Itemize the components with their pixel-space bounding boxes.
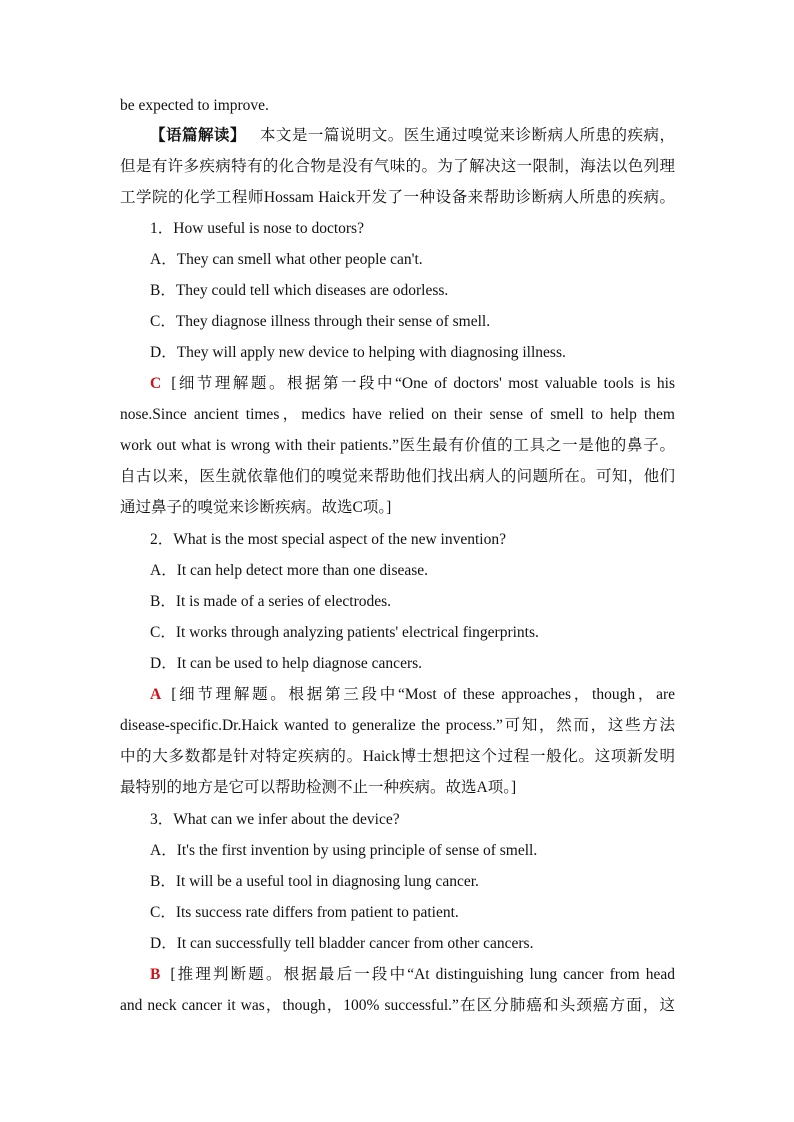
question-3-explanation-line-2: and neck cancer it was，though，100% successful.”在区分肺癌和头颈癌方面，这 [120,997,675,1014]
analysis-line-1: 【语篇解读】 本文是一篇说明文。医生通过嗅觉来诊断病人所患的疾病， [150,127,675,144]
question-3-option-a: A．It's the first invention by using principle of sense of smell. [150,842,538,859]
question-1-explanation-line-5: 通过鼻子的嗅觉来诊断疾病。故选C项。] [120,499,392,516]
question-2-explanation-line-2: disease-specific.Dr.Haick wanted to generalize the process.”可知，然而，这些方法 [120,717,675,734]
question-3-explanation-line-1: B [推理判断题。根据最后一段中“At distinguishing lung cancer from head [150,966,675,983]
question-1-answer: C [150,375,162,392]
intro-tail-text: be expected to improve. [120,97,269,114]
question-2-option-a: A．It can help detect more than one disease. [150,562,429,579]
question-2-stem: 2．What is the most special aspect of the new invention? [150,531,506,548]
question-1-explanation-line-1: C [细节理解题。根据第一段中“One of doctors' most valuable tools is his [150,375,675,392]
analysis-line-2: 但是有许多疾病特有的化合物是没有气味的。为了解决这一限制，海法以色列理 [120,158,675,175]
question-1-option-d: D．They will apply new device to helping with diagnosing illness. [150,344,566,361]
question-1-option-c: C．They diagnose illness through their sense of smell. [150,313,491,330]
question-1-stem: 1．How useful is nose to doctors? [150,220,364,237]
question-3-stem: 3．What can we infer about the device? [150,811,400,828]
question-2-option-c: C．It works through analyzing patients' electrical fingerprints. [150,624,539,641]
analysis-line-3: 工学院的化学工程师Hossam Haick开发了一种设备来帮助诊断病人所患的疾病。 [120,189,675,206]
question-3-option-d: D．It can successfully tell bladder cancer from other cancers. [150,935,534,952]
question-2-explanation-line-4: 最特别的地方是它可以帮助检测不止一种疾病。故选A项。] [120,779,517,796]
question-1-option-b: B．They could tell which diseases are odorless. [150,282,449,299]
question-2-explanation-line-3: 中的大多数都是针对特定疾病的。Haick博士想把这个过程一般化。这项新发明 [120,748,675,765]
question-1-option-a: A．They can smell what other people can't. [150,251,423,268]
question-1-explanation-line-3: work out what is wrong with their patients.”医生最有价值的工具之一是他的鼻子。 [120,437,675,454]
question-2-option-b: B．It is made of a series of electrodes. [150,593,392,610]
question-3-option-c: C．Its success rate differs from patient to patient. [150,904,459,921]
question-2-answer: A [150,686,162,703]
question-2-option-d: D．It can be used to help diagnose cancers. [150,655,423,672]
question-1-explanation-line-4: 自古以来，医生就依靠他们的嗅觉来帮助他们找出病人的问题所在。可知，他们 [120,468,675,485]
question-3-answer: B [150,966,161,983]
analysis-label: 【语篇解读】 [150,127,246,144]
question-3-option-b: B．It will be a useful tool in diagnosing lung cancer. [150,873,479,890]
question-2-explanation-line-1: A [细节理解题。根据第三段中“Most of these approaches，though，are [150,686,675,703]
question-1-explanation-line-2: nose.Since ancient times，medics have relied on their sense of smell to help them [120,406,675,423]
